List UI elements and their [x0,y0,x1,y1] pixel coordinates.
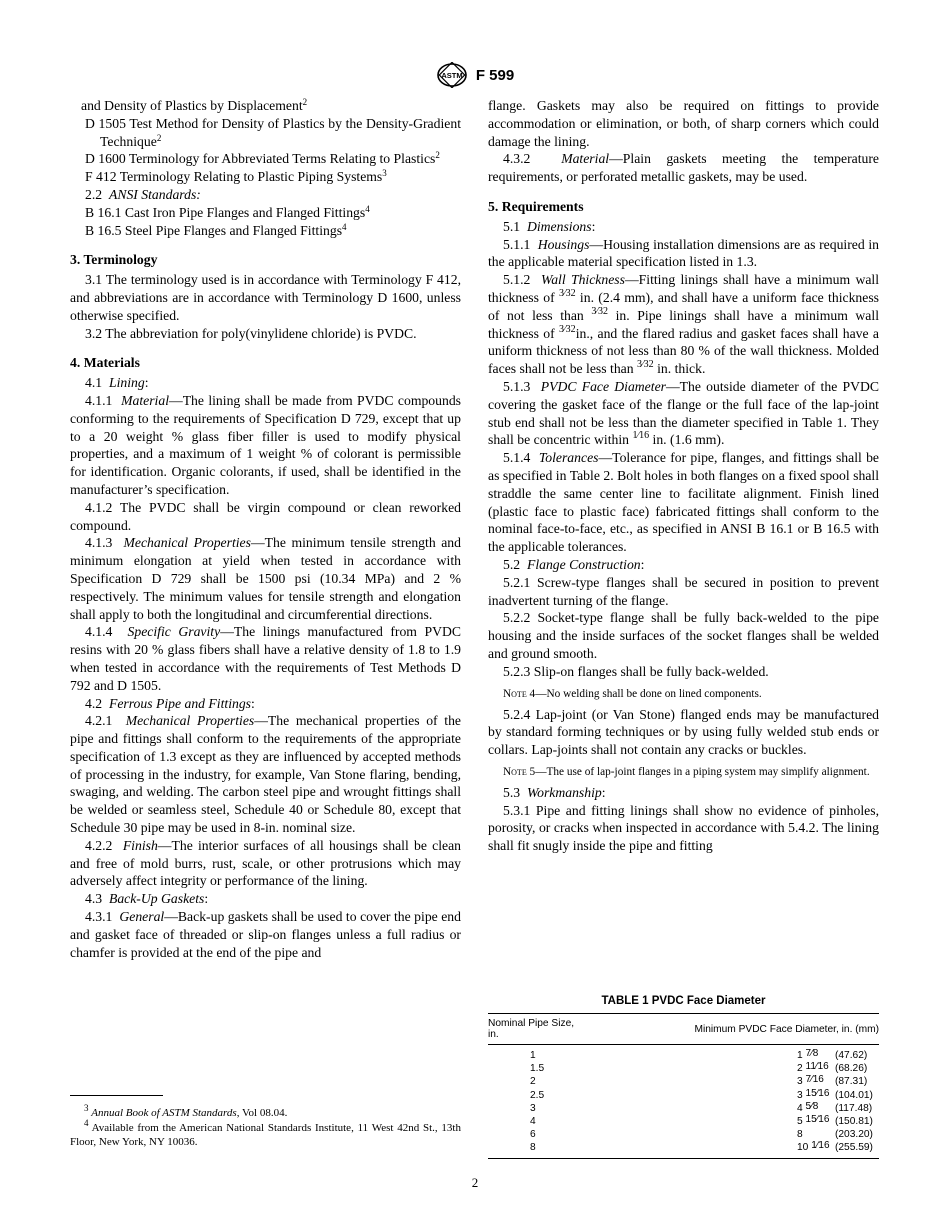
para-4-2-2: 4.2.2 Finish—The interior surfaces of all housings shall be clean and free of mold burrs, rust, scale, or other protrusions which may adversely affect integrity or performance of the lining. [70,837,462,889]
right-column [488,97,879,855]
table-header-row [488,1014,879,1045]
note-5: Note 5—The use of lap-joint flanges in a piping system may simplify alignment. [503,765,870,778]
cell-pipe-size: 2 [530,1076,536,1088]
reference-b16-5: B 16.5 Steel Pipe Flanges and Flanged Fittings$^4$ [85,221,347,238]
note-4: Note 4—No welding shall be done on lined components. [503,687,762,700]
para-4-3: 4.3 Back-Up Gaskets: [85,891,209,907]
para-4-1: 4.1 Lining: [85,375,149,391]
para-5-2: 5.2 Flange Construction: [503,556,645,572]
astm-logo-text: ASTM [441,71,463,80]
para-4-1-4: 4.1.4 Specific Gravity—The linings manufactured from PVDC resins with 20 % glass fibers shall have a relative density of 1.8 to 1.9 when tested in accordance with the requirements of Test Methods D 792 and D 1505. [70,624,462,693]
cell-pipe-size: 1 [530,1050,536,1061]
section-5-heading: 5. Requirements [488,198,584,214]
section-2-2-heading: 2.2 ANSI Standards: [85,186,201,202]
para-4-2: 4.2 Ferrous Pipe and Fittings: [85,695,255,711]
col-nominal-pipe-size: Nominal Pipe Size, in. [488,1014,582,1045]
footnote-4: $^4$ Available from the American National Standards Institute, 11 West 42nd St., 13th Floor, New York, NY 10036. [70,1117,461,1148]
para-5-3-1: 5.3.1 Pipe and fitting linings shall show no evidence of pinholes, porosity, or cracks when inspected in accordance with 5.4.2. The lining shall fit snugly inside the pipe and fitting [488,802,879,854]
cell-pipe-size: 6 [530,1129,536,1141]
reference-f412: F 412 Terminology Relating to Plastic Piping Systems$^3$ [85,168,387,185]
page-number: 2 [471,1175,479,1190]
para-3-2: 3.2 The abbreviation for poly(vinylidene chloride) is PVDC. [85,325,417,341]
table-row [488,1089,879,1102]
section-3-heading: 3. Terminology [70,252,158,268]
para-5-1-4: 5.1.4 Tolerances—Tolerance for pipe, flanges, and fittings shall be as specified in Table 2. Bolt holes in both flanges on a fixed spool shall straddle the same center line to facilitate alignment. Finish lined (plastic face to plastic face) fabricated fittings shall conform to the nominal face-to-face, etc., as specified in ANSI B 16.1 or B 16.5 with the applicable tolerances. [488,450,879,555]
cell-face-diameter: 8 (203.20) [797,1129,873,1141]
para-5-2-1: 5.2.1 Screw-type flanges shall be secured in position to prevent inadvertent turning of the flange. [488,574,879,608]
cell-face-diameter: 10 1⁄16 (255.59) [797,1140,873,1154]
table-row [488,1141,879,1158]
reference-d1600: D 1600 Terminology for Abbreviated Terms Relating to Plastics$^2$ [85,150,440,167]
para-4-2-1: 4.2.1 Mechanical Properties—The mechanical properties of the pipe and fittings shall conform to the requirements of the appropriate specification of 1.3 except as they are influenced by accepted methods of processing in the industry, for example, Van Stone flaring, bending, swaging, and welding. The carbon steel pipe and wrought fittings shall be welded or seamless steel, Schedule 40 or Schedule 80, except that Schedule 30 pipe may be used in 8-in. nominal size. [70,713,461,836]
footnote-3: $^3$ Annual Book of ASTM Standards, Vol 08.04. [84,1103,288,1119]
para-5-3: 5.3 Workmanship: [503,784,606,800]
section-4-heading: 4. Materials [70,355,140,371]
cell-face-diameter: 2 11⁄16 (68.26) [797,1061,868,1075]
cell-face-diameter: 3 7⁄16 (87.31) [797,1074,868,1088]
para-5-2-4: 5.2.4 Lap-joint (or Van Stone) flanged ends may be manufactured by standard forming techniques or by using fully welded stub ends or collars. Lap-joints shall not contain any cracks or buckles. [488,706,879,758]
para-4-3-1: 4.3.1 General—Back-up gaskets shall be used to cover the pipe end and gasket face of threaded or slip-on flanges unless a full radius or chamfer is provided at the end of the pipe and [70,909,461,960]
footnote-divider [70,1095,163,1096]
cell-pipe-size: 4 [530,1116,536,1128]
pvdc-face-diameter-table [488,1013,879,1159]
reference-d1505: D 1505 Test Method for Density of Plastics by the Density-Gradient Technique$^2$ [85,115,461,149]
cell-pipe-size: 2.5 [530,1089,545,1101]
cell-pipe-size: 3 [530,1102,536,1114]
footnotes [70,1095,461,1150]
para-5-1-1: 5.1.1 Housings—Housing installation dimensions are as required in the applicable material specification listed in 1.3. [488,236,879,270]
para-5-1-2: 5.1.2 Wall Thickness—Fitting linings shall have a minimum wall thickness of $^{3⁄32}$ in. (2.4 mm), and shall have a uniform face thickness of not less than $^{3⁄32}$ in. Pipe linings shall have a minimum wall thickness of $^{3⁄32}$in., and the flared radius and gasket faces shall have a uniform thickness of not less than 80 % of the wall thickness. Molded faces shall not be less than $^{3⁄32}$ in. thick. [488,272,880,377]
para-5-2-2: 5.2.2 Socket-type flange shall be fully back-welded to the pipe housing and the inside surfaces of the socket flanges shall be welded and ground smooth. [488,610,879,661]
cell-face-diameter: 4 5⁄8 (117.48) [797,1100,873,1114]
reference-b16-1: B 16.1 Cast Iron Pipe Flanges and Flanged Fittings$^4$ [85,203,370,220]
cell-face-diameter: 3 15⁄16 (104.01) [797,1087,873,1101]
cell-face-diameter: 1 7⁄8 (47.62) [797,1048,868,1061]
cell-pipe-size: 1.5 [530,1063,545,1075]
page-header [0,62,950,88]
para-4-1-2: 4.1.2 The PVDC shall be virgin compound or clean reworked compound. [70,499,461,533]
designation: F 599 [475,66,515,84]
para-4-1-1: 4.1.1 Material—The lining shall be made from PVDC compounds conforming to the requirements of Specification D 729, except that up to a 20 weight % glass fiber filler is used to modify physical properties, and a maximum of 1 weight % of colorant is permissible for identification. Organic colorants, if used, shall be identified in the manufacturer’s specification. [70,392,462,497]
para-4-3-2: 4.3.2 Material—Plain gaskets meeting the temperature requirements, or perforated metallic gaskets, may be used. [488,151,879,185]
left-column [70,97,461,961]
table-row [488,1045,879,1063]
para-5-1-3: 5.1.3 PVDC Face Diameter—The outside diameter of the PVDC covering the gasket face of the flange or the full face of the lap-joint stub end shall not be less than the diameter specified in Table 1. They shall be concentric within $^{1⁄16}$ in. (1.6 mm). [488,378,879,448]
table-caption: TABLE 1 PVDC Face Diameter [601,995,766,1007]
para-3-1: 3.1 The terminology used is in accordance with Terminology F 412, and abbreviations are in accordance with Terminology D 1600, unless otherwise specified. [70,272,461,323]
col-min-face-diameter: Minimum PVDC Face Diameter, in. (mm) [582,1014,879,1045]
para-5-1: 5.1 Dimensions: [503,218,596,234]
table-1 [488,995,879,1159]
para-flange-continued: flange. Gaskets may also be required on fittings to provide accommodation or elimination, or both, of sharp corners which could damage the lining. [488,98,879,149]
astm-logo-icon [436,62,468,88]
table-row [488,1115,879,1128]
reference-d792-tail: and Density of Plastics by Displacement$^2$ [81,97,308,113]
para-5-2-3: 5.2.3 Slip-on flanges shall be fully back-welded. [503,663,769,679]
cell-face-diameter: 5 15⁄16 (150.81) [797,1114,873,1128]
cell-pipe-size: 8 [530,1142,536,1154]
para-4-1-3: 4.1.3 Mechanical Properties—The minimum tensile strength and minimum elongation at yield when tested in accordance with Specification D 729 shall be 1500 psi (10.34 MPa) and 2 % respectively. The minimum values for tensile strength and elongation shall apply to both the longitudinal and circumferential directions. [70,535,461,622]
